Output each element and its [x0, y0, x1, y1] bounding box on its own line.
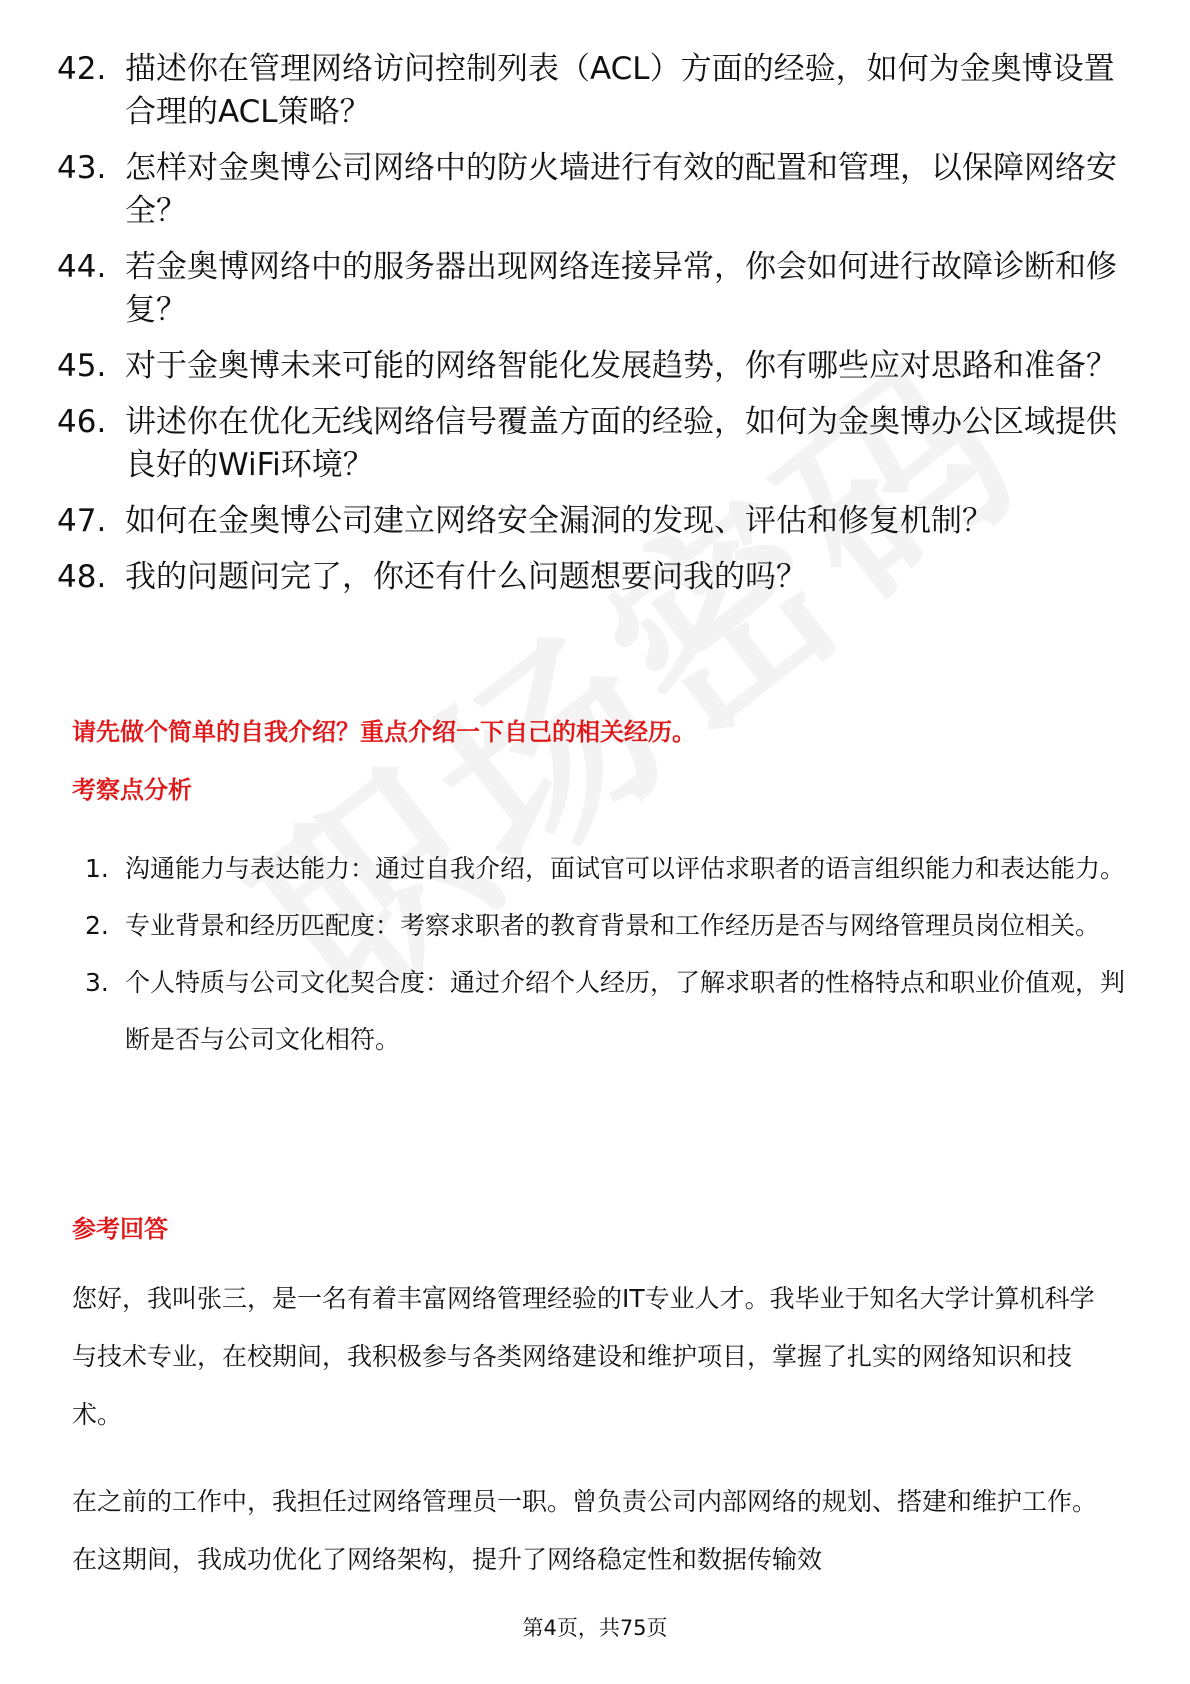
item-number: 48. [57, 559, 107, 595]
page-number: 第4页，共75页 [522, 1616, 668, 1640]
item-number: 3. [85, 968, 109, 997]
section-question: 请先做个简单的自我介绍？重点介绍一下自己的相关经历。 [72, 718, 696, 746]
item-number: 2. [85, 911, 109, 940]
analysis-heading: 考察点分析 [72, 776, 192, 804]
item-text: 描述你在管理网络访问控制列表（ACL）方面的经验，如何为金奥博设置合理的ACL策略？ [125, 51, 1115, 130]
list-item [57, 556, 1137, 599]
item-number: 47. [57, 503, 107, 539]
answer-paragraph: 您好，我叫张三，是一名有着丰富网络管理经验的IT专业人才。我毕业于知名大学计算机科学与技术专业，在校期间，我积极参与各类网络建设和维护项目，掌握了扎实的网络知识和技术。 [72, 1284, 1095, 1429]
item-text: 我的问题问完了，你还有什么问题想要问我的吗？ [125, 559, 807, 595]
item-text: 对于金奥博未来可能的网络智能化发展趋势，你有哪些应对思路和准备？ [125, 348, 1117, 384]
item-text: 讲述你在优化无线网络信号覆盖方面的经验，如何为金奥博办公区域提供良好的WiFi环境？ [125, 404, 1117, 483]
item-number: 43. [57, 150, 107, 186]
item-text: 个人特质与公司文化契合度：通过介绍个人经历，了解求职者的性格特点和职业价值观，判断是否与公司文化相符。 [125, 968, 1126, 1054]
item-number: 46. [57, 404, 107, 440]
list-item [57, 345, 1137, 388]
answer-paragraph: 在之前的工作中，我担任过网络管理员一职。曾负责公司内部网络的规划、搭建和维护工作。在这期间，我成功优化了网络架构，提升了网络稳定性和数据传输效 [72, 1487, 1098, 1574]
item-text: 沟通能力与表达能力：通过自我介绍，面试官可以评估求职者的语言组织能力和表达能力。 [125, 854, 1126, 883]
list-item [85, 840, 1125, 897]
item-number: 42. [57, 51, 107, 87]
list-item [57, 48, 1137, 134]
item-text: 若金奥博网络中的服务器出现网络连接异常，你会如何进行故障诊断和修复？ [125, 249, 1117, 328]
item-text: 怎样对金奥博公司网络中的防火墙进行有效的配置和管理，以保障网络安全？ [125, 150, 1117, 229]
list-item [57, 401, 1137, 487]
item-number: 45. [57, 348, 107, 384]
list-item [85, 954, 1125, 1068]
item-text: 如何在金奥博公司建立网络安全漏洞的发现、评估和修复机制？ [125, 503, 993, 539]
answer-heading: 参考回答 [72, 1215, 168, 1243]
item-text: 专业背景和经历匹配度：考察求职者的教育背景和工作经历是否与网络管理员岗位相关。 [125, 911, 1101, 940]
list-item [85, 897, 1125, 954]
list-item [57, 500, 1137, 543]
list-item [57, 246, 1137, 332]
item-number: 1. [85, 854, 109, 883]
item-number: 44. [57, 249, 107, 285]
analysis-points [85, 840, 1125, 1068]
list-item [57, 147, 1137, 233]
question-list [57, 48, 1137, 612]
